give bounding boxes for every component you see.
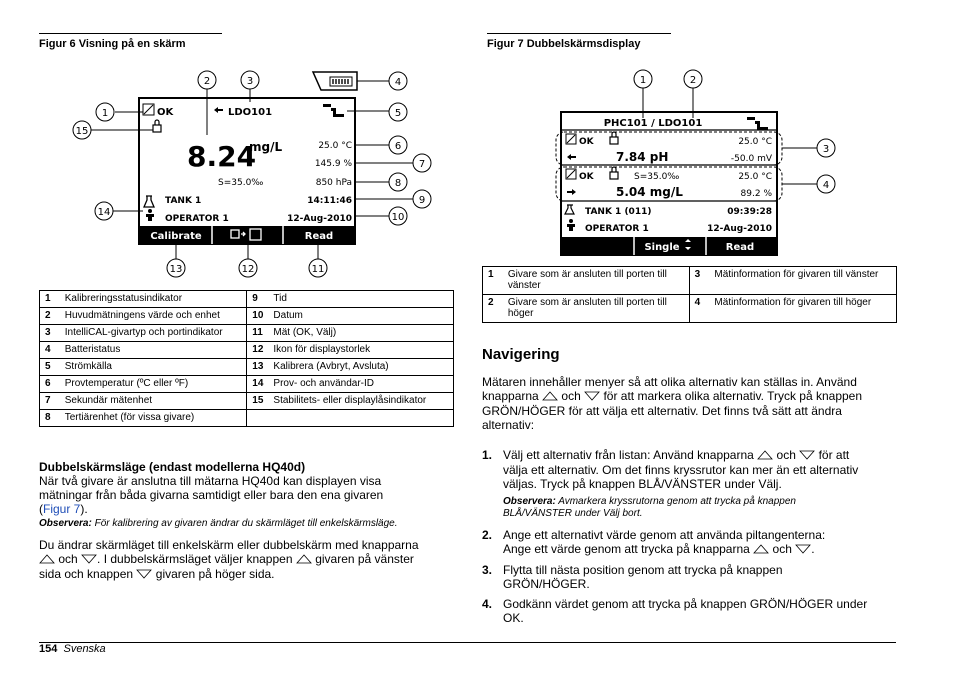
svg-text:6: 6: [394, 141, 402, 152]
legend-text: Tid: [268, 291, 453, 308]
operator-icon: [569, 219, 573, 223]
legend-text: Strömkälla: [60, 359, 247, 376]
svg-text:13: 13: [169, 264, 183, 275]
svg-text:-50.0 mV: -50.0 mV: [730, 154, 772, 164]
legend-text: IntelliCAL-givartyp och portindikator: [60, 325, 247, 342]
svg-text:12: 12: [241, 264, 255, 275]
legend-number: [247, 410, 269, 427]
down-arrow-icon: [795, 543, 811, 557]
up-arrow-icon: [542, 390, 558, 404]
legend-number: 3: [689, 267, 709, 295]
svg-text:25.0 °C: 25.0 °C: [738, 137, 772, 147]
pressure: 850 hPa: [315, 178, 352, 188]
probe-name: LDO101: [228, 107, 273, 118]
salinity: S=35.0‰: [218, 178, 264, 188]
svg-text:4: 4: [822, 180, 830, 191]
legend-text: Givare som är ansluten till porten till höger: [503, 295, 689, 323]
legend-text: [268, 410, 453, 427]
right-probe-value: 5.04 mg/L: [616, 185, 683, 199]
legend-text: Provtemperatur (ºC eller ºF): [60, 376, 247, 393]
figure-7-caption: Figur 7 Dubbelskärmsdisplay: [487, 38, 671, 50]
legend-row: [40, 376, 454, 393]
legend-row: [483, 267, 897, 295]
legend-number: 2: [483, 295, 503, 323]
legend-row: [483, 295, 897, 323]
step-1: 1. Välj ett alternativ från listan: Använd knapparna och för att välja ett alternativ. Om det finns kryssrutor kan mer än ett alternativ väljas. Tryck på knappen BLÅ/VÄNSTER under Välj. Observera: Avmarkera kryssrutorna genom att trycka på knappen BLÅ/VÄNSTER under Välj bort.: [482, 448, 902, 520]
legend-number: 4: [689, 295, 709, 323]
up-arrow-icon: [753, 543, 769, 557]
svg-text:89.2 %: 89.2 %: [740, 189, 772, 199]
svg-text:14: 14: [97, 207, 111, 218]
svg-text:2: 2: [203, 76, 211, 87]
svg-text:3: 3: [246, 76, 254, 87]
time: 14:11:46: [307, 196, 352, 206]
figure-6-display: [60, 62, 450, 284]
svg-text:4: 4: [394, 77, 402, 88]
legend-number: 2: [40, 308, 60, 325]
up-arrow-icon: [39, 553, 55, 567]
down-arrow-icon: [136, 568, 152, 582]
down-arrow-icon: [584, 390, 600, 404]
svg-text:11: 11: [311, 264, 325, 275]
footer-rule: [39, 642, 896, 643]
legend-row: [40, 410, 454, 427]
status-ok: OK: [157, 107, 174, 118]
step-4: 4. Godkänn värdet genom att trycka på knappen GRÖN/HÖGER under OK.: [482, 597, 868, 625]
softkey-calibrate: Calibrate: [150, 231, 202, 242]
legend-text: Tertiärenhet (för vissa givare): [60, 410, 247, 427]
svg-text:09:39:28: 09:39:28: [727, 207, 772, 217]
dual-header: PHC101 / LDO101: [603, 118, 703, 129]
intro-paragraph: Mätaren innehåller menyer så att olika alternativ kan ställas in. Använd knapparna och för att markera olika alternativ. Tryck på knappen GRÖN/HÖGER för att välja ett alternativ. Det finns två sätt att ändra alternativ:: [482, 375, 863, 432]
legend-number: 3: [40, 325, 60, 342]
svg-text:1: 1: [101, 108, 109, 119]
legend-row: [40, 359, 454, 376]
svg-text:3: 3: [822, 144, 830, 155]
footer: [39, 643, 106, 655]
legend-number: 13: [247, 359, 269, 376]
svg-text:12-Aug-2010: 12-Aug-2010: [707, 224, 772, 234]
page-number: 154: [39, 643, 58, 655]
legend-text: Mätinformation för givaren till vänster: [709, 267, 896, 295]
figure-7-display: [555, 66, 840, 258]
legend-text: Prov- och användar-ID: [268, 376, 453, 393]
softkey-read: Read: [304, 231, 334, 242]
figure-7-legend: [482, 266, 897, 323]
right-text-block: [482, 346, 902, 625]
main-value: 8.24: [187, 140, 257, 173]
temperature: 25.0 °C: [318, 141, 352, 151]
svg-text:S=35.0‰: S=35.0‰: [634, 172, 680, 182]
svg-text:25.0 °C: 25.0 °C: [738, 172, 772, 182]
legend-text: Givare som är ansluten till porten till vänster: [503, 267, 689, 295]
down-arrow-icon: [81, 553, 97, 567]
up-arrow-icon: [296, 553, 312, 567]
legend-number: 10: [247, 308, 269, 325]
legend-number: 9: [247, 291, 269, 308]
legend-number: 7: [40, 393, 60, 410]
legend-row: [40, 291, 454, 308]
figure-6-caption: Figur 6 Visning på en skärm: [39, 38, 222, 50]
battery-frame: [313, 72, 357, 90]
softkey-single: Single: [644, 242, 680, 253]
svg-text:1: 1: [639, 75, 647, 86]
legend-row: [40, 325, 454, 342]
step-2: 2. Ange ett alternativt värde genom att använda piltangenterna: Ange ett värde genom att trycka på knapparna och .: [482, 528, 826, 556]
link-figure-7[interactable]: Figur 7: [43, 502, 81, 516]
step-3: 3. Flytta till nästa position genom att trycka på knappen GRÖN/HÖGER.: [482, 563, 783, 591]
note-1: Observera: För kalibrering av givaren ändrar du skärmläget till enkelskärmsläge.: [39, 518, 398, 529]
legend-number: 5: [40, 359, 60, 376]
up-arrow-icon: [757, 449, 773, 463]
paragraph-2: Du ändrar skärmläget till enkelskärm eller dubbelskärm med knapparna och . I dubbelskärmsläget väljer knappen givaren på vänster sida och knappen givaren på höger sida.: [39, 538, 419, 581]
svg-text:OK: OK: [579, 172, 594, 182]
svg-text:7: 7: [418, 159, 426, 170]
legend-number: 6: [40, 376, 60, 393]
svg-text:TANK 1 (011): TANK 1 (011): [585, 207, 652, 217]
legend-number: 11: [247, 325, 269, 342]
svg-text:5: 5: [394, 108, 402, 119]
legend-row: [40, 308, 454, 325]
operator-id: OPERATOR 1: [165, 214, 229, 224]
left-probe-value: 7.84 pH: [616, 150, 669, 164]
legend-text: Mätinformation för givaren till höger: [709, 295, 896, 323]
legend-text: Mät (OK, Välj): [268, 325, 453, 342]
svg-text:OK: OK: [579, 137, 594, 147]
legend-text: Kalibrera (Avbryt, Avsluta): [268, 359, 453, 376]
legend-text: Batteristatus: [60, 342, 247, 359]
operator-icon: [148, 209, 152, 213]
secondary-value: 145.9 %: [314, 159, 352, 169]
language: Svenska: [63, 643, 106, 655]
main-unit: mg/L: [249, 140, 283, 154]
legend-text: Ikon för displaystorlek: [268, 342, 453, 359]
legend-text: Datum: [268, 308, 453, 325]
legend-text: Sekundär mätenhet: [60, 393, 247, 410]
legend-number: 4: [40, 342, 60, 359]
legend-text: Kalibreringsstatusindikator: [60, 291, 247, 308]
svg-text:8: 8: [394, 178, 402, 189]
legend-number: 14: [247, 376, 269, 393]
paragraph-1: När två givare är anslutna till mätarna HQ40d kan displayen visa mätningar från båda givarna samtidigt eller bara den ena givaren (Figur 7).: [39, 474, 384, 516]
legend-text: Stabilitets- eller displaylåsindikator: [268, 393, 453, 410]
legend-text: Huvudmätningens värde och enhet: [60, 308, 247, 325]
sample-id: TANK 1: [165, 196, 202, 206]
down-arrow-icon: [799, 449, 815, 463]
legend-row: [40, 342, 454, 359]
legend-row: [40, 393, 454, 410]
svg-text:15: 15: [75, 126, 89, 137]
legend-number: 8: [40, 410, 60, 427]
svg-text:OPERATOR 1: OPERATOR 1: [585, 224, 649, 234]
softkey-read: Read: [725, 242, 755, 253]
svg-text:9: 9: [418, 195, 426, 206]
subheading: Dubbelskärmsläge (endast modellerna HQ40d): [39, 460, 306, 474]
heading-navigation: Navigering: [482, 346, 560, 363]
note-2: Observera: Avmarkera kryssrutorna genom att trycka på knappen BLÅ/VÄNSTER under Välj bort.: [503, 496, 796, 519]
legend-number: 1: [40, 291, 60, 308]
left-text-block: [39, 460, 459, 582]
svg-text:10: 10: [391, 212, 405, 223]
legend-number: 15: [247, 393, 269, 410]
figure-6-legend: [39, 290, 454, 427]
svg-text:2: 2: [689, 75, 697, 86]
date: 12-Aug-2010: [287, 214, 352, 224]
legend-number: 1: [483, 267, 503, 295]
legend-number: 12: [247, 342, 269, 359]
